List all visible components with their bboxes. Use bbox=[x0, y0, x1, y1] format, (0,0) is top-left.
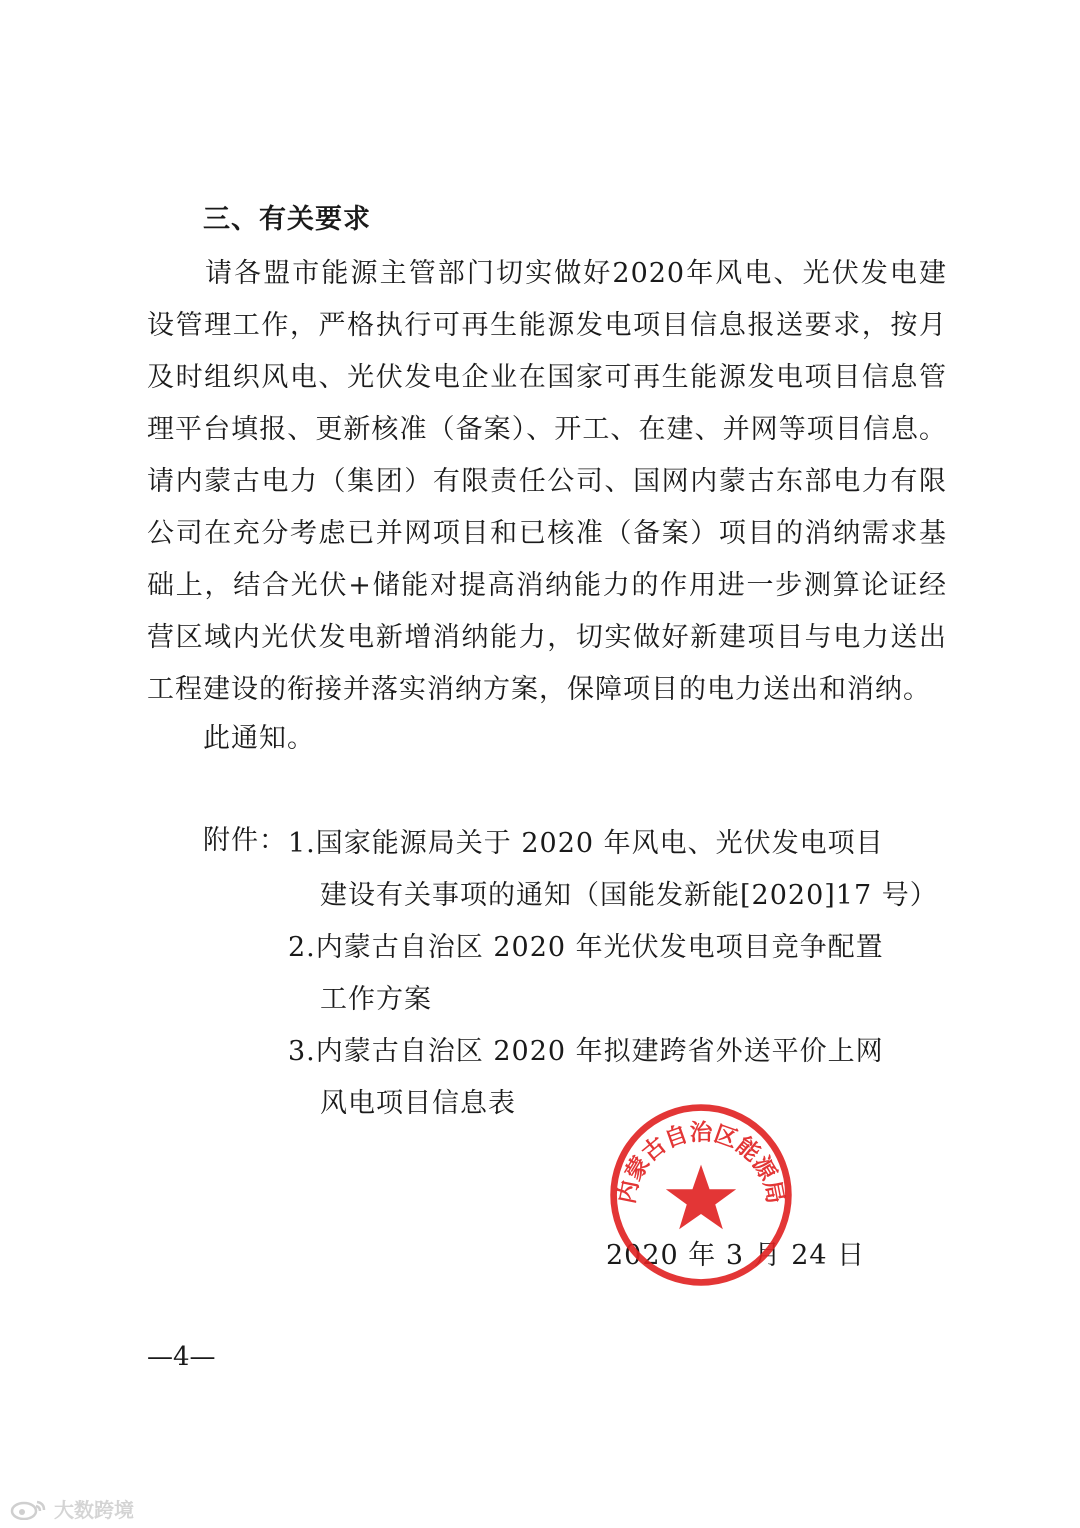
attachment-item-1 bbox=[288, 818, 938, 922]
attachments-label: 附件： bbox=[203, 825, 287, 856]
attachment-3-line-1: 3.内蒙古自治区 2020 年拟建跨省外送平价上网 bbox=[288, 1036, 884, 1067]
attachment-3-line-2: 风电项目信息表 bbox=[320, 1088, 516, 1119]
closing-text: 此通知。 bbox=[203, 723, 315, 754]
page-number: —4— bbox=[147, 1342, 216, 1372]
watermark-text: 大数跨境 bbox=[54, 1498, 134, 1522]
seal-icon bbox=[606, 1100, 796, 1290]
watermark bbox=[10, 1494, 134, 1523]
seal-star-icon bbox=[666, 1165, 736, 1230]
official-seal bbox=[606, 1100, 796, 1290]
attachment-item-2 bbox=[288, 922, 884, 1026]
attachment-1-line-2: 建设有关事项的通知（国能发新能[2020]17 号） bbox=[320, 880, 938, 911]
attachment-2-line-1: 2.内蒙古自治区 2020 年光伏发电项目竞争配置 bbox=[288, 932, 884, 963]
body-paragraph: 请各盟市能源主管部门切实做好2020年风电、光伏发电建设管理工作，严格执行可再生能源发电项目信息报送要求，按月及时组织风电、光伏发电企业在国家可再生能源发电项目信息管理平台填报、更新核准（备案）、开工、在建、并网等项目信息。请内蒙古电力（集团）有限责任公司、国网内蒙古东部电力有限公司在充分考虑已并网项目和已核准（备案）项目的消纳需求基础上，结合光伏+储能对提高消纳能力的作用进一步测算论证经营区域内光伏发电新增消纳能力，切实做好新建项目与电力送出工程建设的衔接并落实消纳方案，保障项目的电力送出和消纳。 bbox=[147, 258, 947, 705]
seal-text: 内蒙古自治区能源局 bbox=[613, 1119, 789, 1206]
attachment-1-line-1: 1.国家能源局关于 2020 年风电、光伏发电项目 bbox=[288, 828, 884, 859]
date-line: 2020 年 3 月 24 日 bbox=[606, 1240, 866, 1271]
attachment-2-line-2: 工作方案 bbox=[320, 984, 432, 1015]
weibo-logo-icon bbox=[10, 1498, 50, 1520]
section-heading: 三、有关要求 bbox=[203, 204, 371, 235]
